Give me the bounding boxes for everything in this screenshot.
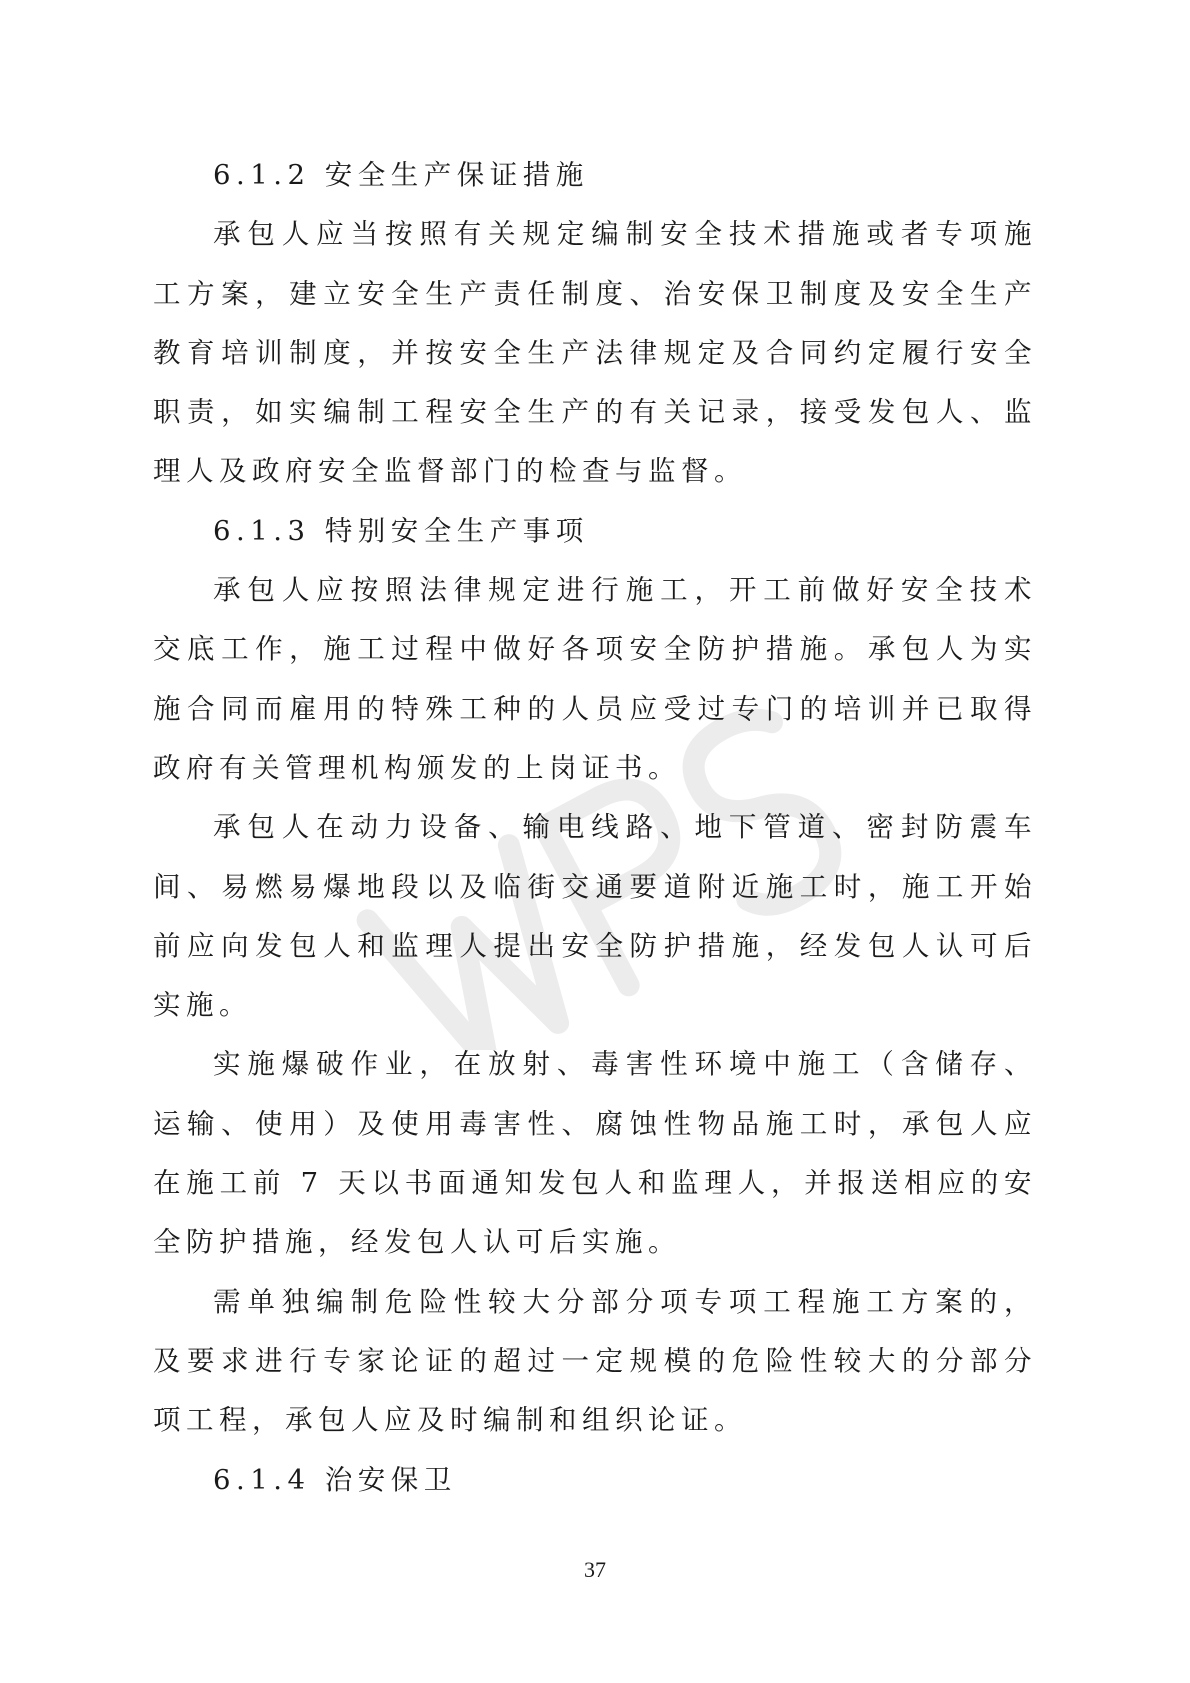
- paragraph-blasting: 实施爆破作业，在放射、毒害性环境中施工（含储存、运输、使用）及使用毒害性、腐蚀性物品施工时，承包人应在施工前 7 天以书面通知发包人和监理人，并报送相应的安全防护措施，经发包人认可后实施。: [153, 1048, 1037, 1259]
- paragraph-hazard-areas: 承包人在动力设备、输电线路、地下管道、密封防震车间、易燃易爆地段以及临街交通要道附近施工时，施工开始前应向发包人和监理人提出安全防护措施，经发包人认可后实施。: [153, 811, 1037, 1022]
- paragraph-construction-law: 承包人应按照法律规定进行施工，开工前做好安全技术交底工作，施工过程中做好各项安全防护措施。承包人为实施合同而雇用的特殊工种的人员应受过专门的培训并已取得政府有关管理机构颁发的上岗证书。: [153, 574, 1037, 784]
- page-number: 37: [584, 1557, 606, 1582]
- paragraph-safety-measures: 承包人应当按照有关规定编制安全技术措施或者专项施工方案，建立安全生产责任制度、治安保卫制度及安全生产教育培训制度，并按安全生产法律规定及合同约定履行安全职责，如实编制工程安全生产的有关记录，接受发包人、监理人及政府安全监督部门的检查与监督。: [153, 218, 1037, 488]
- section-heading-6-1-2: 6.1.2 安全生产保证措施: [213, 159, 589, 191]
- section-heading-6-1-3: 6.1.3 特别安全生产事项: [213, 514, 589, 547]
- document-body: [153, 146, 1037, 1510]
- paragraph-expert-review: 需单独编制危险性较大分部分项专项工程施工方案的，及要求进行专家论证的超过一定规模的危险性较大的分部分项工程，承包人应及时编制和组织论证。: [153, 1285, 1037, 1437]
- section-heading-6-1-4: 6.1.4 治安保卫: [213, 1463, 457, 1496]
